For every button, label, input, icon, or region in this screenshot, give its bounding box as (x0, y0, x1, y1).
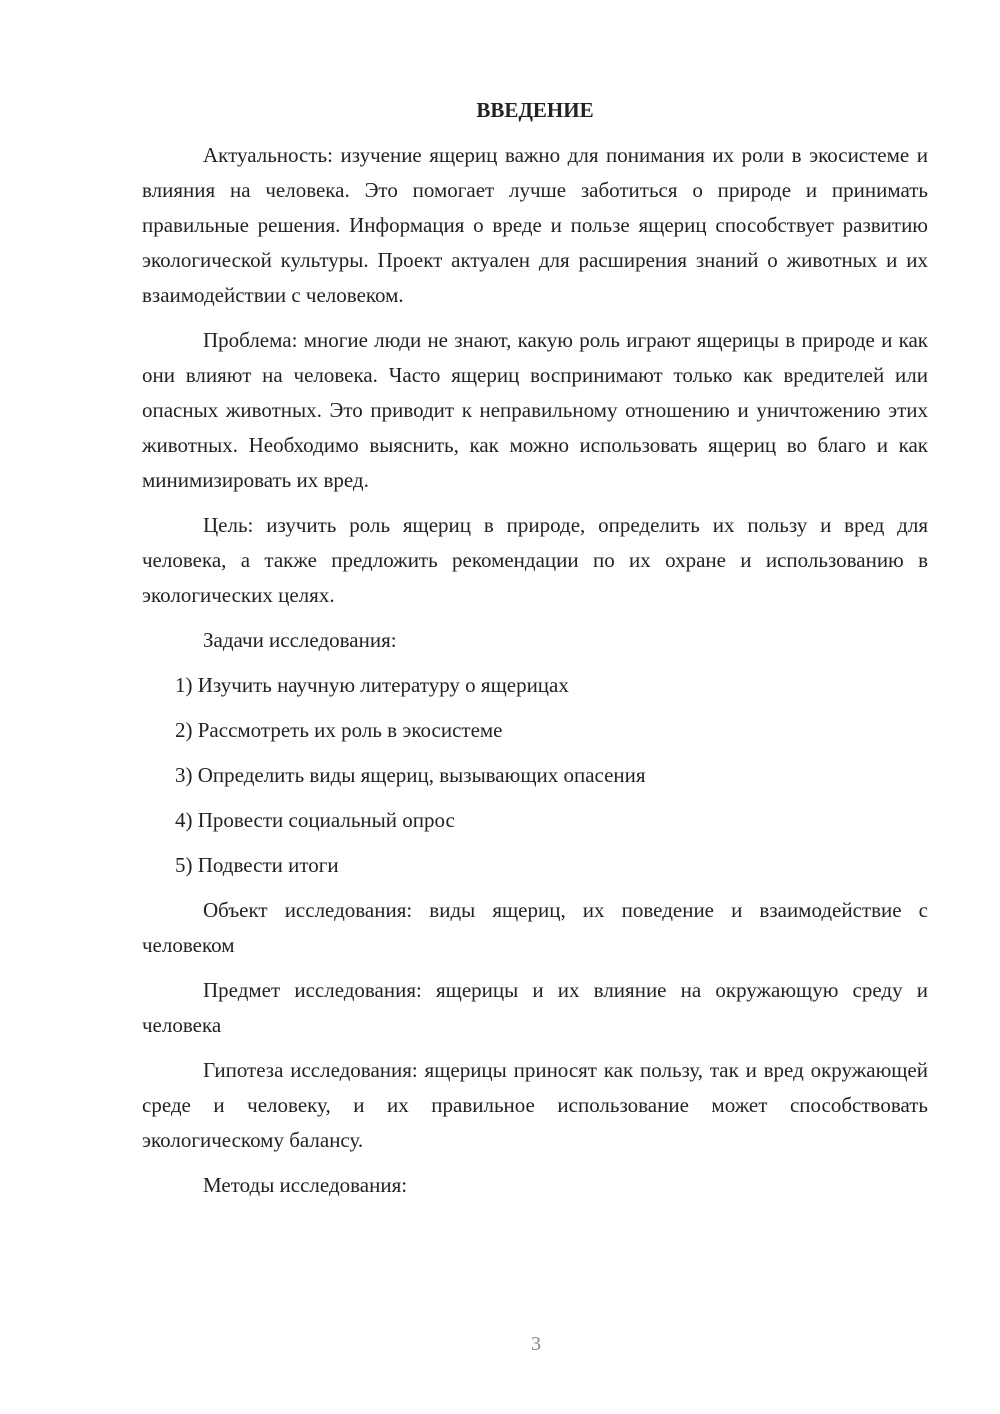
goal-paragraph: Цель: изучить роль ящериц в природе, определить их пользу и вред для человека, а также предложить рекомендации по их охране и использованию в экологических целях. (142, 513, 928, 607)
task-item: 3) Определить виды ящериц, вызывающих опасения (175, 763, 646, 787)
methods-heading: Методы исследования: (203, 1173, 408, 1197)
subject-paragraph: Предмет исследования: ящерицы и их влияние на окружающую среду и человека (142, 978, 928, 1037)
page-number: 3 (531, 1333, 541, 1355)
object-paragraph: Объект исследования: виды ящериц, их поведение и взаимодействие с человеком (142, 898, 928, 957)
task-item: 2) Рассмотреть их роль в экосистеме (175, 718, 503, 742)
document-page (142, 92, 928, 1203)
task-item: 1) Изучить научную литературу о ящерицах (175, 673, 569, 697)
tasks-heading: Задачи исследования: (203, 628, 397, 652)
problem-paragraph: Проблема: многие люди не знают, какую роль играют ящерицы в природе и как они влияют на человека. Часто ящериц воспринимают только как вредителей или опасных животных. Это приводит к неправильному отношению и уничтожению этих животных. Необходимо выяснить, как можно использовать ящериц во благо и как минимизировать их вред. (142, 328, 928, 492)
hypothesis-paragraph: Гипотеза исследования: ящерицы приносят как пользу, так и вред окружающей среде и человеку, и их правильное использование может способствовать экологическому балансу. (142, 1058, 928, 1152)
task-item: 4) Провести социальный опрос (175, 808, 455, 832)
tasks-list (142, 668, 928, 883)
relevance-paragraph: Актуальность: изучение ящериц важно для понимания их роли в экосистеме и влияния на человека. Это помогает лучше заботиться о природе и принимать правильные решения. Информация о вреде и пользе ящериц способствует развитию экологической культуры. Проект актуален для расширения знаний о животных и их взаимодействии с человеком. (142, 143, 928, 307)
task-item: 5) Подвести итоги (175, 853, 339, 877)
section-title: ВВЕДЕНИЕ (476, 98, 594, 122)
